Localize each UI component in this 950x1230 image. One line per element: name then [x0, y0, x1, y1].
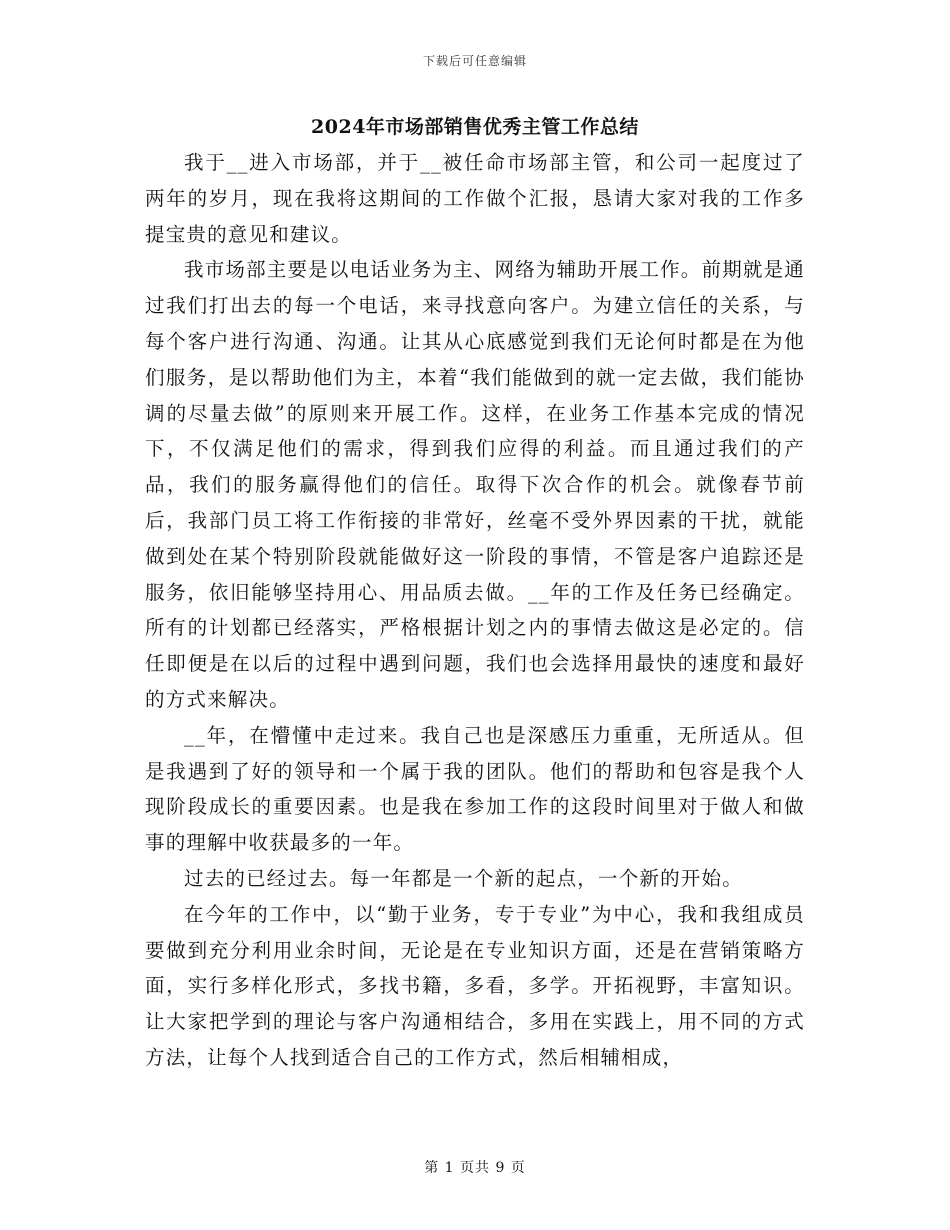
document-title: 2024年市场部销售优秀主管工作总结 [311, 116, 639, 138]
paragraph-2: 我市场部主要是以电话业务为主、网络为辅助开展工作。前期就是通过我们打出去的每一个电话，来寻找意向客户。为建立信任的关系，与每个客户进行沟通、沟通。让其从心底感觉到我们无论何时都是在为他们服务，是以帮助他们为主，本着“我们能做到的就一定去做，我们能协调的尽量去做”的原则来开展工作。这样，在业务工作基本完成的情况下，不仅满足他们的需求，得到我们应得的利益。而且通过我们的产品，我们的服务赢得他们的信任。取得下次合作的机会。就像春节前后，我部门员工将工作衔接的非常好，丝毫不受外界因素的干扰，就能做到处在某个特别阶段就能做好这一阶段的事情，不管是客户追踪还是服务，依旧能够坚持用心、用品质去做。__年的工作及任务已经确定。所有的计划都已经落实，严格根据计划之内的事情去做这是必定的。信任即便是在以后的过程中遇到问题，我们也会选择用最快的速度和最好的方式来解决。 [145, 258, 806, 711]
document-body [145, 145, 805, 1076]
paragraph-4: 过去的已经过去。每一年都是一个新的起点，一个新的开始。 [184, 866, 743, 890]
paragraph-3: __年，在懵懂中走过来。我自己也是深感压力重重，无所适从。但是我遇到了好的领导和一个属于我的团队。他们的帮助和包容是我个人现阶段成长的重要因素。也是我在参加工作的这段时间里对于做人和做事的理解中收获最多的一年。 [145, 723, 805, 855]
paragraph-1: 我于__进入市场部，并于__被任命市场部主管，和公司一起度过了两年的岁月，现在我将这期间的工作做个汇报，恳请大家对我的工作多提宝贵的意见和建议。 [145, 151, 805, 246]
page-header: 下载后可任意编辑 [422, 54, 527, 68]
page-number: 第 1 页共 9 页 [424, 1160, 526, 1176]
paragraph-5: 在今年的工作中，以“勤于业务，专于专业”为中心，我和我组成员要做到充分利用业余时间，无论是在专业知识方面，还是在营销策略方面，实行多样化形式，多找书籍，多看，多学。开拓视野，丰富知识。让大家把学到的理论与客户沟通相结合，多用在实践上，用不同的方式方法，让每个人找到适合自己的工作方式，然后相辅相成， [145, 902, 805, 1069]
